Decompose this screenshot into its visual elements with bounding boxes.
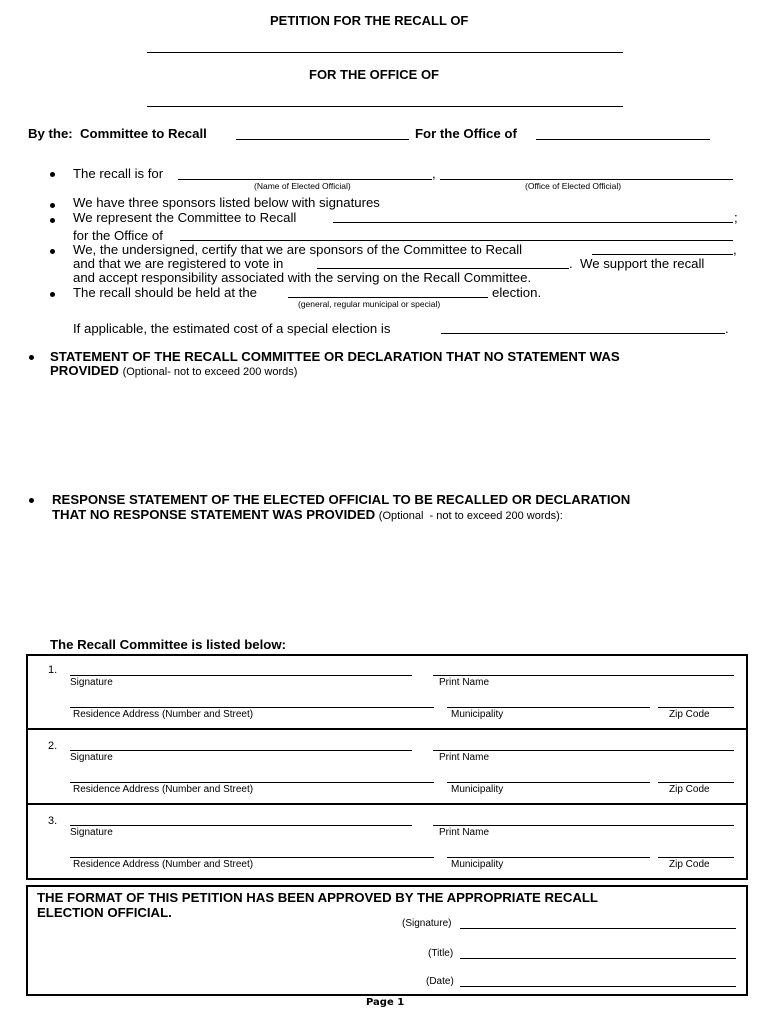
address-line[interactable] xyxy=(70,857,434,858)
print-name-label: Print Name xyxy=(439,677,490,688)
office-caption: (Office of Elected Official) xyxy=(525,181,622,191)
statement-optional: (Optional- not to exceed 200 words) xyxy=(122,366,298,378)
semicolon-text: ; xyxy=(734,210,738,225)
period-text: . xyxy=(725,321,729,336)
signature-line[interactable] xyxy=(70,825,412,826)
certify-text: We, the undersigned, certify that we are sponsors of the Committee to Recall xyxy=(73,242,523,257)
signature-label: Signature xyxy=(70,677,113,688)
zip-line[interactable] xyxy=(658,857,734,858)
page-title: PETITION FOR THE RECALL OF xyxy=(270,13,469,28)
approval-title-label: (Title) xyxy=(428,948,454,959)
bullet-icon xyxy=(50,249,55,254)
zip-line[interactable] xyxy=(658,707,734,708)
member-number: 2. xyxy=(48,740,58,752)
recall-for-text: The recall is for xyxy=(73,166,164,181)
held-at-line[interactable] xyxy=(288,297,488,298)
municipality-label: Municipality xyxy=(451,784,504,795)
response-heading-line2 xyxy=(52,507,563,522)
elected-official-office-line[interactable] xyxy=(440,179,733,180)
print-name-line[interactable] xyxy=(433,675,734,676)
comma-text: , xyxy=(733,242,737,257)
cost-text: If applicable, the estimated cost of a special election is xyxy=(73,321,391,336)
municipality-line[interactable] xyxy=(447,857,650,858)
address-label: Residence Address (Number and Street) xyxy=(73,784,254,795)
office-of-line[interactable] xyxy=(180,240,733,241)
zip-label: Zip Code xyxy=(669,859,710,870)
member-number: 3. xyxy=(48,815,58,827)
address-line[interactable] xyxy=(70,782,434,783)
cost-line[interactable] xyxy=(441,333,725,334)
print-name-label: Print Name xyxy=(439,752,490,763)
held-caption: (general, regular municipal or special) xyxy=(298,299,441,309)
approval-date-label: (Date) xyxy=(426,976,454,987)
address-line[interactable] xyxy=(70,707,434,708)
municipality-label: Municipality xyxy=(451,859,504,870)
print-name-line[interactable] xyxy=(433,825,734,826)
approval-signature-label: (Signature) xyxy=(402,918,452,929)
for-office-line[interactable] xyxy=(536,139,710,140)
signature-line[interactable] xyxy=(70,750,412,751)
zip-label: Zip Code xyxy=(669,709,710,720)
statement-heading-line1: STATEMENT OF THE RECALL COMMITTEE OR DECLARATION THAT NO STATEMENT WAS xyxy=(50,349,620,364)
registered-line[interactable] xyxy=(317,268,569,269)
print-name-label: Print Name xyxy=(439,827,490,838)
represent-line[interactable] xyxy=(333,222,733,223)
response-no-statement: THAT NO RESPONSE STATEMENT WAS PROVIDED xyxy=(52,507,376,522)
office-name-line[interactable] xyxy=(147,106,623,107)
member-number: 1. xyxy=(48,664,58,676)
response-optional: (Optional - not to exceed 200 words): xyxy=(378,510,563,522)
recall-name-line[interactable] xyxy=(147,52,623,53)
bullet-icon xyxy=(29,498,34,503)
statement-provided: PROVIDED xyxy=(50,363,119,378)
municipality-line[interactable] xyxy=(447,782,650,783)
office-of-text: for the Office of xyxy=(73,228,163,243)
response-heading-line1: RESPONSE STATEMENT OF THE ELECTED OFFICIAL TO BE RECALLED OR DECLARATION xyxy=(52,492,631,507)
approval-line1: THE FORMAT OF THIS PETITION HAS BEEN APPROVED BY THE APPROPRIATE RECALL xyxy=(37,890,598,905)
office-title: FOR THE OFFICE OF xyxy=(309,67,439,82)
print-name-line[interactable] xyxy=(433,750,734,751)
approval-line2: ELECTION OFFICIAL. xyxy=(37,905,172,920)
signature-label: Signature xyxy=(70,827,113,838)
sponsors-text: We have three sponsors listed below with signatures xyxy=(73,195,380,210)
committee-recall-line[interactable] xyxy=(236,139,409,140)
name-caption: (Name of Elected Official) xyxy=(254,181,351,191)
bullet-icon xyxy=(50,292,55,297)
signature-line[interactable] xyxy=(70,675,412,676)
accept-text: and accept responsibility associated with the serving on the Recall Committee. xyxy=(73,270,532,285)
address-label: Residence Address (Number and Street) xyxy=(73,859,254,870)
address-label: Residence Address (Number and Street) xyxy=(73,709,254,720)
page-number: Page 1 xyxy=(366,997,405,1008)
bullet-icon xyxy=(29,355,34,360)
support-text: . We support the recall xyxy=(569,256,705,271)
approval-signature-line[interactable] xyxy=(460,928,736,929)
represent-text: We represent the Committee to Recall xyxy=(73,210,297,225)
statement-heading-line2 xyxy=(50,363,297,378)
approval-title-line[interactable] xyxy=(460,958,736,959)
zip-label: Zip Code xyxy=(669,784,710,795)
held-at-text: The recall should be held at the xyxy=(73,285,258,300)
zip-line[interactable] xyxy=(658,782,734,783)
by-the-label: By the: Committee to Recall xyxy=(28,126,207,141)
certify-line[interactable] xyxy=(592,254,733,255)
for-office-label: For the Office of xyxy=(415,126,517,141)
elected-official-name-line[interactable] xyxy=(178,179,432,180)
committee-heading: The Recall Committee is listed below: xyxy=(50,637,286,652)
election-text: election. xyxy=(492,285,542,300)
municipality-label: Municipality xyxy=(451,709,504,720)
comma-text: , xyxy=(432,166,436,181)
bullet-icon xyxy=(50,172,55,177)
municipality-line[interactable] xyxy=(447,707,650,708)
signature-label: Signature xyxy=(70,752,113,763)
bullet-icon xyxy=(50,218,55,223)
bullet-icon xyxy=(50,203,55,208)
registered-text: and that we are registered to vote in xyxy=(73,256,284,271)
approval-date-line[interactable] xyxy=(460,986,736,987)
